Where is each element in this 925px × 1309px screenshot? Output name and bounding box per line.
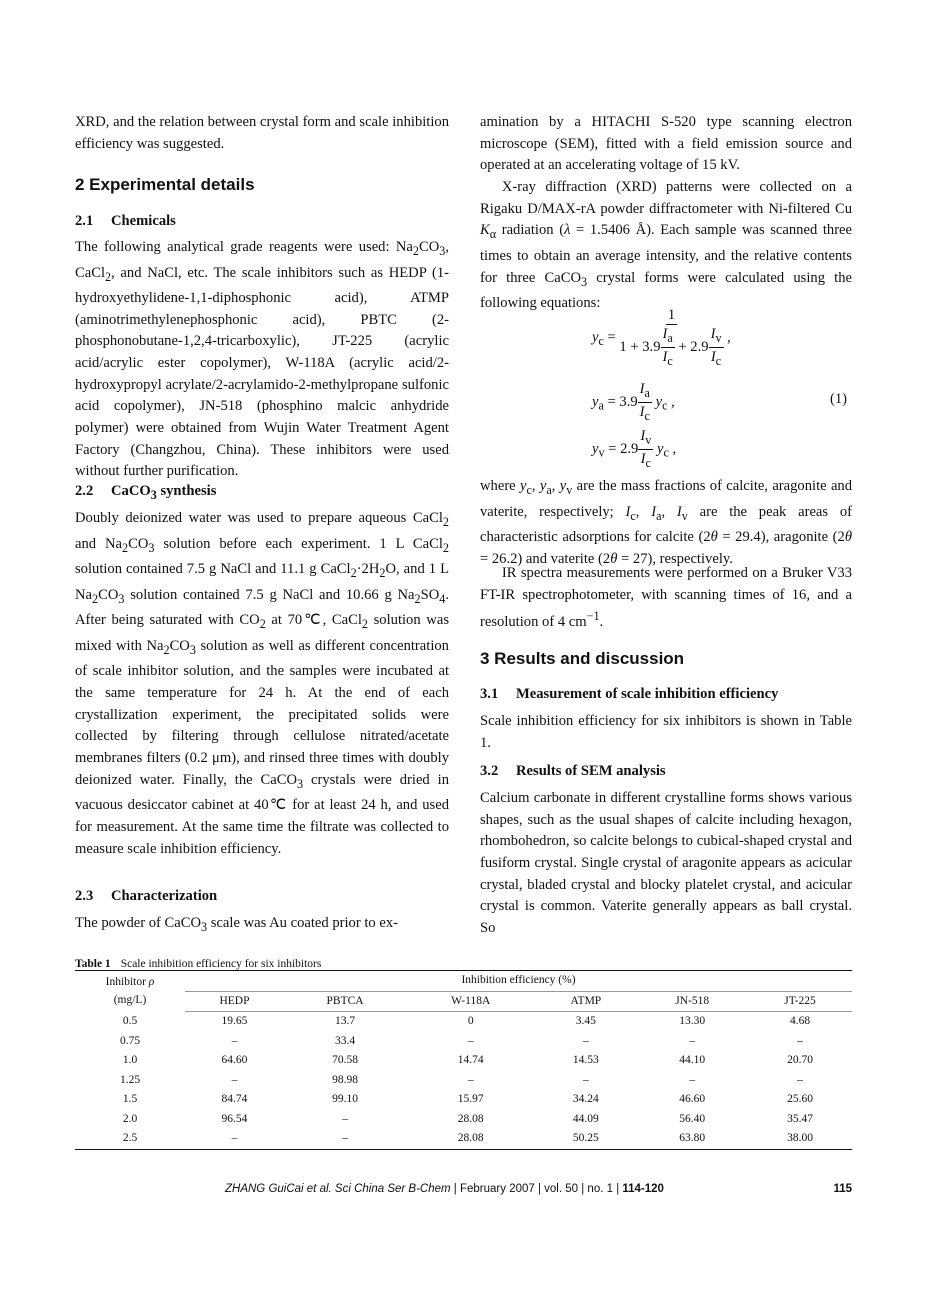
table-row: [75, 1129, 852, 1149]
efficiency-cell: 98.98: [332, 1073, 358, 1086]
citation: ZHANG GuiCai et al. Sci China Ser B-Chem | February 2007 | vol. 50 | no. 1 | 114-120: [225, 1183, 664, 1195]
efficiency-cell: –: [689, 1073, 696, 1086]
efficiency-cell: 15.97: [457, 1093, 484, 1105]
column-header: HEDP: [185, 991, 284, 1012]
table-row: [75, 1090, 852, 1110]
inhibition-table: [75, 970, 852, 1150]
subsection-heading-2-2: 2.2 CaCO$_3$ synthesis: [75, 483, 217, 502]
sem-paragraph: amination by a HITACHI S-520 type scanning electron microscope (SEM), fitted with a field emission source and operated at an accelerating voltage of 15 kV.: [480, 114, 852, 174]
section-heading-2: 2 Experimental details: [75, 175, 255, 194]
synthesis-paragraph: Doubly deionized water was used to prepare aqueous CaCl$_2$ and $Na_2CO_3$ solution before each experiment. 1 L CaCl$_2$ solution contained 7.5 g NaCl and 11.1 g $CaCl_2\cdot 2H_2O$, and 1 L $Na_2CO_3$ solution contained 7.5 g NaCl and 10.66 g $Na_2SO_4$. After being saturated with $CO_2$ at 70℃, CaCl$_2$ solution was mixed with $Na_2CO_3$ solution as well as different concentration of scale inhibitor solution, and the samples were incubated at the same temperature for 24 h. At the end of each crystallization experiment, the precipitated solids were collected by filtering through cellulose nitrated/acetate membranes filters (0.2 μm), and rinsed three times with doubly deionized water. Finally, the CaCO$_3$ crystals were dried in vacuous desiccator cabinet at 40℃ for at least 24 h, and used for measurement. At the same time the filtrate was collected to measure scale inhibition efficiency.: [75, 510, 449, 857]
concentration-cell: 2.5: [122, 1132, 138, 1144]
column-header: JT-225: [748, 991, 852, 1012]
efficiency-cell: 96.54: [221, 1112, 248, 1125]
section-heading-3: 3 Results and discussion: [480, 649, 685, 668]
column-header: ATMP: [535, 991, 636, 1012]
efficiency-cell: 70.58: [332, 1054, 358, 1066]
subsection-heading-3-2: 3.2 Results of SEM analysis: [480, 763, 666, 779]
efficiency-cell: 14.74: [457, 1054, 484, 1066]
concentration-cell: 0.75: [119, 1034, 141, 1047]
efficiency-cell: –: [689, 1034, 696, 1047]
concentration-cell: 2.0: [122, 1112, 138, 1125]
table-row: [75, 1032, 852, 1052]
sem-results-paragraph: Calcium carbonate in different crystalline forms shows various shapes, such as the usual shapes of calcite including hexagon, rhombohedron, so calcite belongs to cubical-shaped crystal and fusiform crystal. Single crystal of aragonite appears as acicular crystal, bladed crystal and blocky platelet crystal, and acicular crystal is common. Vaterite generally appears as ball crystal. So: [480, 790, 852, 936]
efficiency-cell: 3.45: [575, 1015, 596, 1027]
efficiency-cell: 33.4: [335, 1034, 356, 1047]
efficiency-cell: 56.40: [679, 1112, 706, 1125]
efficiency-cell: 44.10: [679, 1054, 706, 1066]
column-header: JN-518: [636, 991, 748, 1012]
table-row: [75, 1110, 852, 1130]
measurement-paragraph: Scale inhibition efficiency for six inhibitors is shown in Table 1.: [480, 713, 852, 751]
efficiency-cell: 50.25: [572, 1132, 599, 1144]
efficiency-cell: 63.80: [679, 1132, 706, 1144]
ir-paragraph: IR spectra measurements were performed on a Bruker V33 FT-IR spectrophotometer, with scanning times of 16, and a resolution of 4 $cm^{-1}$.: [480, 565, 852, 631]
efficiency-cell: 25.60: [787, 1093, 813, 1105]
efficiency-cell: 44.09: [572, 1112, 599, 1125]
efficiency-cell: –: [467, 1034, 474, 1047]
efficiency-cell: –: [342, 1112, 348, 1125]
efficiency-cell: –: [797, 1073, 803, 1086]
efficiency-cell: 28.08: [457, 1132, 484, 1144]
xrd-paragraph: X-ray diffraction (XRD) patterns were collected on a Rigaku D/MAX-rA powder diffractometer with Ni-filtered Cu $K_\alpha$ radiation (λ = 1.5406 Å). Each sample was scanned three times to obtain an average intensity, and the relative contents for three CaCO$_3$ crystal forms were calculated using the following equations:: [480, 179, 853, 312]
table-row: [75, 1012, 852, 1032]
efficiency-cell: –: [231, 1132, 238, 1144]
efficiency-cell: 4.68: [789, 1015, 811, 1027]
table-row: [75, 1071, 852, 1091]
concentration-cell: 1.5: [122, 1093, 138, 1105]
equation-ya: $y_a = 3.9$ $\frac{I_a}{I_c}$ $y_c$ ,: [592, 381, 675, 423]
equation-number: (1): [830, 391, 848, 407]
efficiency-cell: 99.10: [332, 1093, 358, 1105]
efficiency-cell: –: [342, 1132, 348, 1144]
column-header: PBTCA: [284, 991, 406, 1012]
efficiency-cell: –: [582, 1073, 589, 1086]
efficiency-cell: –: [467, 1073, 474, 1086]
efficiency-cell: 13.7: [335, 1015, 356, 1027]
concentration-cell: 1.25: [119, 1073, 141, 1086]
efficiency-cell: 84.74: [221, 1093, 248, 1105]
column-header: W-118A: [406, 991, 535, 1012]
efficiency-cell: 13.30: [679, 1015, 706, 1027]
where-paragraph: where $y_c$, $y_a$, $y_v$ are the mass fractions of calcite, aragonite and vaterite, respectively; $I_c$, $I_a$, $I_v$ are the peak areas of characteristic adsorptions for calcite (2θ = 29.4), aragonite (2θ = 26.2) and vaterite (2θ = 27), respectively.: [480, 478, 853, 567]
table-row: [75, 1051, 852, 1071]
efficiency-cell: 28.08: [457, 1112, 484, 1125]
group-header: Inhibition efficiency (%): [185, 971, 852, 992]
efficiency-cell: –: [231, 1034, 238, 1047]
intro-paragraph: XRD, and the relation between crystal form and scale inhibition efficiency was suggested.: [75, 114, 449, 152]
efficiency-cell: 35.47: [787, 1112, 813, 1125]
efficiency-cell: 46.60: [679, 1093, 706, 1105]
efficiency-cell: 38.00: [787, 1132, 813, 1144]
efficiency-cell: 64.60: [221, 1054, 248, 1066]
page-number: 115: [833, 1183, 852, 1195]
subsection-heading-3-1: 3.1 Measurement of scale inhibition efficiency: [480, 686, 779, 702]
efficiency-cell: 19.65: [221, 1015, 248, 1027]
row-header: Inhibitor ρ (mg/L): [105, 976, 155, 1006]
efficiency-cell: –: [582, 1034, 589, 1047]
subsection-heading-2-1: 2.1 Chemicals: [75, 213, 176, 229]
chemicals-paragraph: The following analytical grade reagents were used: $Na_2CO_3$, CaCl$_2$, and NaCl, etc. The scale inhibitors such as HEDP (1-hydroxyethylidene-1,1-diphosphonic acid), ATMP (aminotrimethylenephosphonic acid), PBTC (2-phosphonobutane-1,2,4-tricarboxylic), JT-225 (acrylic acid/acrylic ester copolymer), W-118A (acrylic acid/2-hydroxypropyl acrylate/2-acrylamido-2-methylpropane sulfonic acid copolymer), JN-518 (phosphino malcic anhydride polymer) were obtained from Wujin Water Treatment Agent Factory (Changzhou, China). These inhibitors were used without further purification.: [75, 239, 449, 480]
characterization-paragraph: The powder of CaCO$_3$ scale was Au coated prior to ex-: [75, 915, 398, 934]
table-caption: Table 1 Scale inhibition efficiency for six inhibitors: [75, 958, 322, 970]
concentration-cell: 0.5: [122, 1014, 138, 1027]
efficiency-cell: 14.53: [572, 1054, 599, 1066]
efficiency-cell: 20.70: [787, 1054, 813, 1066]
efficiency-cell: 34.24: [572, 1093, 599, 1105]
efficiency-cell: –: [797, 1034, 803, 1047]
equation-yv: $y_v = 2.9$ $\frac{I_v}{I_c}$ $y_c$ ,: [592, 428, 677, 470]
efficiency-cell: –: [231, 1073, 238, 1086]
efficiency-cell: 0: [467, 1015, 474, 1027]
subsection-heading-2-3: 2.3 Characterization: [75, 888, 218, 904]
concentration-cell: 1.0: [122, 1054, 138, 1066]
equation-yc: $y_c$ = 1 1 + 3.9 $\frac{I_a}{I_c}$ + 2.9 $\frac{I_v}{I_c}$ ,: [592, 307, 731, 368]
